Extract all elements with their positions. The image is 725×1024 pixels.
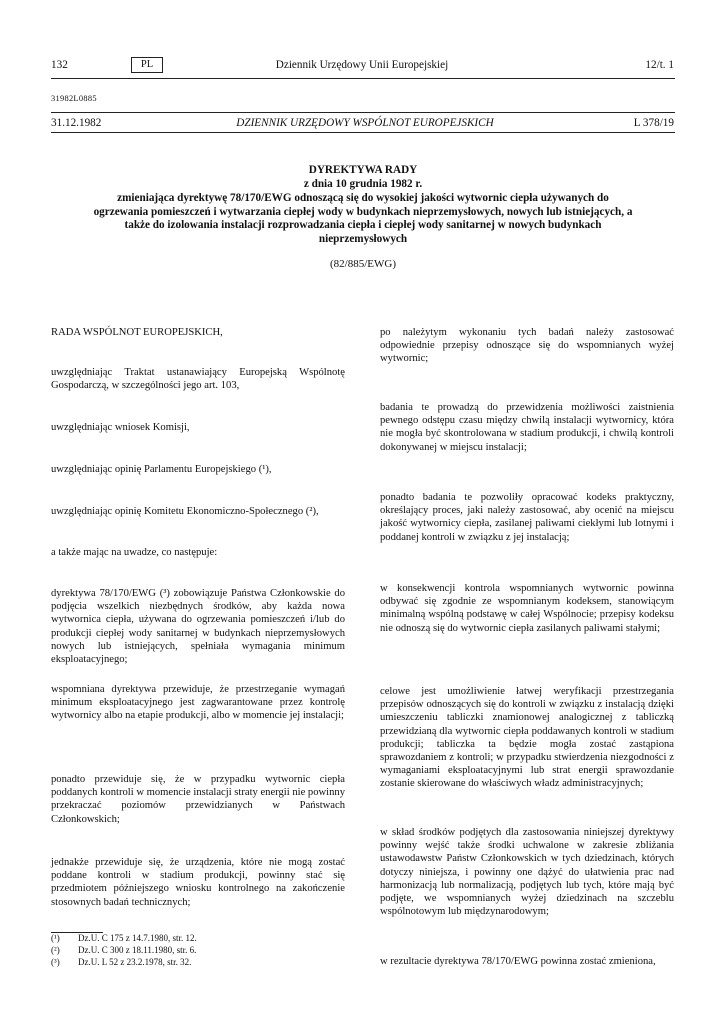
document-subject: zmieniająca dyrektywę 78/170/EWG odnoszącą się do wysokiej jakości wytwornic ciepła używanych do ogrzewania pomieszczeń i wytwarzania ciepłej wody w budynkach nieprzemysłowych, nowych lub istniejących, a także do izolowania instalacji rozprowadzania ciepła i ciepłej wody sanitarnej w nowych budynkach nieprzemysłowych [93, 192, 633, 245]
recital-paragraph: w konsekwencji kontrola wspomnianych wytwornic powinna odbywać się zgodnie ze wspomnianym kodeksem, stanowiącym minimalną wspólną podstawę w całej Wspólnocie; przepisy kodeksu nie odnoszą się do wytwornic ciepła zasilanych paliwami stałymi; [380, 583, 674, 634]
footnote-mark: (³) [51, 957, 60, 967]
footnote-text: Dz.U. L 52 z 23.2.1978, str. 32. [78, 957, 192, 967]
recital-paragraph: badania te prowadzą do przewidzenia możliwości zaistnienia pewnego odstępu czasu między chwilą instalacji wytwornicy, która nie mogła być skontrolowana w stadium produkcji, i chwilą kontroli dokonywanej w miejscu instalacji; [380, 402, 674, 453]
footnote [51, 933, 197, 945]
celex-number: 31982L0885 [51, 94, 97, 103]
oj-title: DZIENNIK URZĘDOWY WSPÓLNOT EUROPEJSKICH [236, 117, 494, 129]
recital-paragraph: w skład środków podjętych dla zastosowania niniejszej dyrektywy powinny wejść także środki uchwalone w zakresie zbliżania ustawodawstw Państw Członkowskich w tych dziedzinach, których dotyczy niniejsza, i powinny one dążyć do ułatwienia prac nad harmonizacją lub normalizacją, podjętych lub tych, które mają być podjęte, we wspomnianych wyżej dziedzinach na szczeblu wspólnotowym lub międzynarodowym; [380, 827, 674, 918]
language-badge: PL [131, 57, 163, 73]
document-number: (82/885/EWG) [330, 258, 396, 270]
recital-paragraph: ponadto przewiduje się, że w przypadku wytwornic ciepła poddanych kontroli w momencie instalacji straty energii nie powinny przekraczać poziomów przewidzianych w Państwach Członkowskich; [51, 774, 346, 825]
recital-paragraph: uwzględniając opinię Komitetu Ekonomiczno-Społecznego (²), [51, 506, 319, 517]
footnote [51, 945, 196, 957]
recital-paragraph: uwzględniając wniosek Komisji, [51, 422, 190, 433]
footnote-text: Dz.U. C 300 z 18.11.1980, str. 6. [78, 945, 197, 955]
recital-paragraph: po należytym wykonaniu tych badań należy zastosować odpowiednie przepisy odnoszące się do wspomnianych wyżej wytwornic; [380, 327, 674, 365]
recital-paragraph: jednakże przewiduje się, że urządzenia, które nie mogą zostać poddane kontroli w stadium produkcji, powinny stać się przedmiotem późniejszego wniosku kontrolnego na zakończenie stosownych badań technicznych; [51, 857, 345, 908]
footnote [51, 957, 191, 969]
page-number: 132 [51, 59, 68, 71]
recital-paragraph: w rezultacie dyrektywa 78/170/EWG powinna zostać zmieniona, [380, 956, 656, 967]
recital-paragraph: wspomniana dyrektywa przewiduje, że przestrzeganie wymagań minimum eksploatacyjnego jest zagwarantowane przez kontrolę wytwornicy albo na etapie produkcji, albo w momencie jej instalacji; [51, 684, 345, 722]
footnote-text: Dz.U. C 175 z 14.7.1980, str. 12. [78, 933, 197, 943]
oj-header-top-divider [51, 112, 675, 113]
document-date: z dnia 10 grudnia 1982 r. [303, 178, 423, 190]
oj-page: L 378/19 [633, 117, 674, 129]
recital-paragraph: ponadto badania te pozwoliły opracować kodeks praktyczny, określający proces, jaki należy zastosować, aby ocenić na miejscu jakość wytwornicy ciepła, zasilanej paliwami ciekłymi lub lotnymi i poddanej kontroli w związku z jej instalacją; [380, 492, 674, 543]
header-divider [51, 78, 675, 79]
oj-header-bottom-divider [51, 132, 675, 133]
recital-paragraph: a także mając na uwadze, co następuje: [51, 547, 218, 558]
recital-paragraph: uwzględniając opinię Parlamentu Europejskiego (¹), [51, 464, 272, 475]
footnote-mark: (¹) [51, 933, 60, 943]
journal-reference: 12/t. 1 [645, 59, 674, 71]
footnote-mark: (²) [51, 945, 60, 955]
recital-paragraph: celowe jest umożliwienie łatwej weryfikacji przestrzegania przepisów odnoszących się do kontroli w związku z instalacją dzięki umieszczeniu tabliczki znamionowej analogicznej z tabliczką przewidzianą dla wytwornic ciepła poddawanych kontroli w stadium produkcji; tabliczka ta będzie mogła zostać zastąpiona sprawozdaniem z kontroli; w przypadku stwierdzenia niezgodności z wymaganiami eksploatacyjnymi lub strat energii sprawozdanie zostanie skierowane do właściwych władz administracyjnych; [380, 686, 674, 790]
recital-paragraph: uwzględniając Traktat ustanawiający Europejską Wspólnotę Gospodarczą, w szczególności jego art. 103, [51, 367, 345, 392]
oj-date: 31.12.1982 [51, 117, 102, 129]
journal-name: Dziennik Urzędowy Unii Europejskiej [275, 59, 449, 71]
recital-paragraph: dyrektywa 78/170/EWG (³) zobowiązuje Państwa Członkowskie do podjęcia wszelkich niezbędnych środków, aby każda nowa wytwornica ciepła, używana do ogrzewania pomieszczeń i/lub do produkcji ciepłej wody sanitarnej w budynkach nieprzemysłowych nowych lub istniejących, spełniała wymagania minimum eksploatacyjnego; [51, 588, 345, 666]
recital-paragraph: RADA WSPÓLNOT EUROPEJSKICH, [51, 327, 223, 338]
document-type: DYREKTYWA RADY [308, 164, 418, 176]
